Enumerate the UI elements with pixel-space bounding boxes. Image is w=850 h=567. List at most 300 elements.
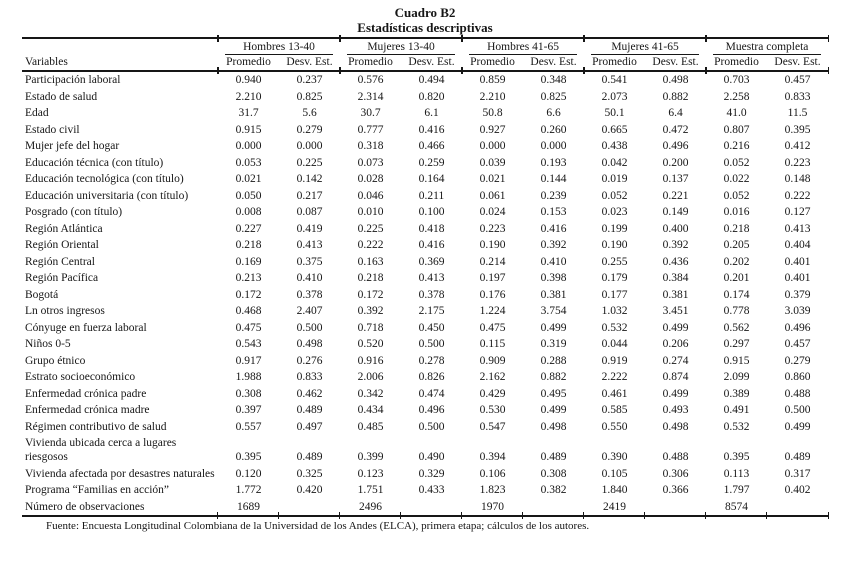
row-label: Edad [25, 107, 49, 119]
cell-value: 0.394 [479, 451, 506, 463]
cell-value: 0.120 [235, 467, 262, 480]
cell-value: 0.466 [418, 140, 445, 152]
cell-value: 0.392 [540, 239, 567, 251]
row-label: Región Oriental [25, 239, 99, 251]
cell-value: 0.278 [418, 354, 445, 367]
cell-value: 0.022 [723, 173, 750, 185]
cell-value: 0.021 [235, 173, 262, 185]
cell-value: 0.543 [235, 338, 262, 350]
cell-value: 0.489 [296, 404, 323, 416]
table-row [22, 287, 828, 304]
cell-value: 1.823 [479, 484, 506, 496]
cell-value: 0.389 [723, 387, 750, 400]
cell-value: 0.087 [296, 206, 323, 218]
row-label: Educación universitaria (con título) [25, 189, 189, 202]
table-row [22, 435, 828, 466]
column-header-desv-est: Desv. Est. [767, 55, 828, 71]
cell-value: 50.1 [604, 107, 625, 119]
cell-value: 0.497 [296, 420, 323, 433]
cell-value: 0.142 [296, 173, 323, 185]
cell-value: 0.163 [357, 255, 384, 268]
cell-value: 1.797 [723, 484, 750, 496]
column-header-row [22, 55, 828, 71]
cell-value: 0.375 [296, 255, 323, 268]
column-header-promedio: Promedio [462, 55, 523, 71]
cell-value: 0.381 [662, 288, 689, 301]
cell-value: 1.772 [235, 484, 262, 496]
cell-value: 0.384 [662, 272, 689, 284]
cell-value: 0.418 [418, 222, 445, 235]
cell-value: 0.205 [723, 239, 750, 251]
cell-value: 0.413 [784, 222, 811, 235]
cell-value: 0.172 [235, 288, 262, 301]
cell-value: 0.436 [662, 255, 689, 268]
table-row [22, 188, 828, 205]
cell-value: 1970 [462, 499, 523, 517]
cell-value: 0.665 [601, 123, 628, 136]
cell-value: 0.874 [662, 371, 689, 383]
cell-value: 3.754 [540, 305, 567, 317]
cell-value: 0.400 [662, 222, 689, 235]
title-block [0, 0, 850, 35]
cell-value: 31.7 [238, 107, 259, 119]
cell-value: 0.496 [784, 321, 811, 334]
cell-value: 0.255 [601, 255, 628, 268]
cell-value: 0.381 [540, 288, 567, 301]
cell-value: 2.222 [601, 371, 628, 383]
cell-value: 0.214 [479, 255, 506, 268]
cell-value: 1.840 [601, 484, 628, 496]
cell-value: 0.500 [418, 420, 445, 433]
group-header-mujeres-13-40: Mujeres 13-40 [340, 38, 462, 55]
cell-value: 0.547 [479, 420, 506, 433]
cell-value: 0.217 [296, 189, 323, 202]
table-row [22, 155, 828, 172]
cell-value: 0.202 [723, 255, 750, 268]
cell-value: 6.1 [424, 107, 439, 119]
cell-value: 0.237 [296, 74, 323, 86]
row-label: Número de observaciones [22, 499, 218, 517]
cell-value: 0.050 [235, 189, 262, 202]
cell-value: 0.489 [784, 451, 811, 463]
cell-value: 0.297 [723, 338, 750, 350]
row-label: Educación técnica (con título) [25, 156, 164, 169]
cell-value: 0.199 [601, 222, 628, 235]
row-label: Enfermedad crónica madre [25, 404, 150, 416]
cell-value: 0.113 [723, 467, 750, 480]
group-header-spacer [22, 38, 218, 55]
cell-value: 1.032 [601, 305, 628, 317]
cell-value: 0.499 [540, 321, 567, 334]
cell-value: 0.308 [235, 387, 262, 400]
cell-value: 6.6 [546, 107, 561, 119]
table-row [22, 89, 828, 106]
cell-value: 0.485 [357, 420, 384, 433]
cell-value: 0.318 [357, 140, 384, 152]
cell-value: 0.450 [418, 321, 445, 334]
cell-value: 0.213 [235, 272, 262, 284]
observations-row [22, 499, 828, 517]
cell-value: 0.308 [540, 467, 567, 480]
cell-value: 0.491 [723, 404, 750, 416]
table-row [22, 122, 828, 139]
cell-value: 0.000 [235, 140, 262, 152]
cell-value: 3.039 [784, 305, 811, 317]
cell-value: 0.222 [357, 239, 384, 251]
table-row [22, 369, 828, 386]
cell-value: 2.407 [296, 305, 323, 317]
cell-value: 0.137 [662, 173, 689, 185]
column-header-desv-est: Desv. Est. [523, 55, 584, 71]
cell-value: 0.000 [296, 140, 323, 152]
cell-value: 0.227 [235, 222, 262, 235]
table-row [22, 204, 828, 221]
cell-value: 0.169 [235, 255, 262, 268]
cell-value: 0.532 [723, 420, 750, 433]
row-label: Enfermedad crónica padre [25, 387, 147, 400]
column-header-desv-est: Desv. Est. [401, 55, 462, 71]
cell-value: 0.915 [235, 123, 262, 136]
table-row [22, 221, 828, 238]
cell-value: 0.489 [540, 451, 567, 463]
cell-value: 0.416 [418, 239, 445, 251]
cell-value: 0.402 [784, 484, 811, 496]
cell-value: 0.348 [540, 74, 567, 86]
cell-value: 8574 [706, 499, 767, 517]
cell-value: 0.474 [418, 387, 445, 400]
cell-value: 0.916 [357, 354, 384, 367]
cell-value: 0.223 [784, 156, 811, 169]
row-label: Ln otros ingresos [25, 305, 105, 317]
cell-value: 11.5 [787, 107, 808, 119]
cell-value: 0.401 [784, 272, 811, 284]
group-header-row [22, 38, 828, 55]
cell-value: 0.915 [723, 354, 750, 367]
cell-value: 0.940 [235, 74, 262, 86]
cell-value: 0.882 [662, 90, 689, 103]
row-label: Estrato socioeconómico [25, 371, 136, 383]
cell-value: 2.210 [479, 90, 506, 103]
cell-value: 0.498 [296, 338, 323, 350]
row-label: Región Atlántica [25, 222, 103, 235]
cell-value: 0.369 [418, 255, 445, 268]
cell-value: 0.260 [540, 123, 567, 136]
cell-value: 0.490 [418, 451, 445, 463]
row-label: Programa “Familias en acción” [25, 484, 170, 496]
row-label: Bogotá [25, 288, 59, 301]
cell-value: 0.225 [357, 222, 384, 235]
cell-value: 0.274 [662, 354, 689, 367]
cell-value: 0.500 [418, 338, 445, 350]
cell-value: 0.379 [784, 288, 811, 301]
cell-value: 0.392 [357, 305, 384, 317]
row-label: Estado civil [25, 123, 80, 136]
cell-value: 0.211 [418, 189, 445, 202]
cell-value: 30.7 [360, 107, 381, 119]
cell-value: 0.457 [784, 74, 811, 86]
cell-value: 0.395 [723, 451, 750, 463]
cell-value: 1.751 [357, 484, 384, 496]
cell-value: 2.162 [479, 371, 506, 383]
group-header-hombres-13-40: Hombres 13-40 [218, 38, 340, 55]
document-subtitle: Estadísticas descriptivas [357, 20, 493, 35]
table-row [22, 171, 828, 188]
cell-value: 0.500 [296, 321, 323, 334]
cell-value: 0.496 [662, 140, 689, 152]
cell-value: 0.410 [296, 272, 323, 284]
cell-value: 0.500 [784, 404, 811, 416]
cell-value: 0.201 [723, 272, 750, 284]
cell-empty [523, 499, 584, 517]
cell-value: 0.127 [784, 206, 811, 218]
column-header-promedio: Promedio [706, 55, 767, 71]
cell-value: 0.392 [662, 239, 689, 251]
cell-value: 0.917 [235, 354, 262, 367]
table-row [22, 466, 828, 483]
cell-value: 0.190 [479, 239, 506, 251]
cell-value: 2419 [584, 499, 645, 517]
cell-value: 0.488 [662, 451, 689, 463]
column-header-promedio: Promedio [340, 55, 401, 71]
cell-value: 0.306 [662, 467, 689, 480]
cell-value: 0.493 [662, 404, 689, 416]
cell-value: 0.404 [784, 239, 811, 251]
column-header-promedio: Promedio [218, 55, 279, 71]
table-row [22, 105, 828, 122]
cell-value: 0.197 [479, 272, 506, 284]
cell-value: 0.462 [296, 387, 323, 400]
cell-value: 0.000 [479, 140, 506, 152]
cell-value: 0.206 [662, 338, 689, 350]
cell-value: 0.882 [540, 371, 567, 383]
cell-value: 0.378 [296, 288, 323, 301]
cell-value: 0.279 [296, 123, 323, 136]
cell-value: 0.276 [296, 354, 323, 367]
cell-value: 0.412 [784, 140, 811, 152]
cell-value: 0.807 [723, 123, 750, 136]
cell-value: 0.530 [479, 404, 506, 416]
row-label: Niños 0-5 [25, 338, 71, 350]
cell-value: 0.919 [601, 354, 628, 367]
table-header [22, 38, 828, 71]
cell-value: 0.778 [723, 305, 750, 317]
row-label: Grupo étnico [25, 354, 86, 367]
cell-value: 0.100 [418, 206, 445, 218]
cell-value: 0.859 [479, 74, 506, 86]
cell-value: 1.988 [235, 371, 262, 383]
cell-value: 2.099 [723, 371, 750, 383]
cell-value: 0.495 [540, 387, 567, 400]
cell-value: 0.397 [235, 404, 262, 416]
column-header-variables: Variables [22, 55, 218, 71]
cell-value: 0.024 [479, 206, 506, 218]
cell-value: 6.4 [668, 107, 683, 119]
cell-value: 0.416 [418, 123, 445, 136]
cell-value: 2.210 [235, 90, 262, 103]
cell-value: 0.073 [357, 156, 384, 169]
table-row [22, 353, 828, 370]
cell-value: 0.288 [540, 354, 567, 367]
table-row [22, 482, 828, 499]
cell-value: 0.149 [662, 206, 689, 218]
cell-value: 0.550 [601, 420, 628, 433]
table-row [22, 254, 828, 271]
row-label: Participación laboral [25, 74, 121, 86]
row-label: Estado de salud [25, 90, 98, 103]
cell-value: 0.395 [235, 451, 262, 463]
document-title: Cuadro B2 [394, 5, 456, 20]
row-label: Posgrado (con título) [25, 206, 123, 218]
cell-value: 0.023 [601, 206, 628, 218]
cell-value: 0.174 [723, 288, 750, 301]
cell-value: 0.115 [479, 338, 506, 350]
cell-value: 2.073 [601, 90, 628, 103]
group-header-muestra-completa: Muestra completa [706, 38, 828, 55]
table-row [22, 419, 828, 436]
cell-value: 0.457 [784, 338, 811, 350]
table-row [22, 303, 828, 320]
cell-value: 1689 [218, 499, 279, 517]
cell-value: 0.489 [296, 451, 323, 463]
table-row [22, 320, 828, 337]
cell-value: 0.177 [601, 288, 628, 301]
cell-value: 0.860 [784, 371, 811, 383]
cell-value: 0.825 [296, 90, 323, 103]
cell-value: 0.225 [296, 156, 323, 169]
cell-value: 0.498 [540, 420, 567, 433]
cell-value: 50.8 [482, 107, 503, 119]
cell-value: 0.498 [662, 420, 689, 433]
cell-value: 0.218 [723, 222, 750, 235]
cell-value: 0.317 [784, 467, 811, 480]
row-label: Vivienda ubicada cerca a lugares riesgosos [25, 437, 177, 463]
table-row [22, 386, 828, 403]
cell-value: 0.016 [723, 206, 750, 218]
cell-value: 0.825 [540, 90, 567, 103]
cell-value: 2.314 [357, 90, 384, 103]
cell-value: 0.520 [357, 338, 384, 350]
cell-value: 0.329 [418, 467, 445, 480]
cell-value: 0.826 [418, 371, 445, 383]
cell-value: 0.366 [662, 484, 689, 496]
cell-value: 0.541 [601, 74, 628, 86]
source-note: Fuente: Encuesta Longitudinal Colombiana de la Universidad de los Andes (ELCA), primera etapa; cálculos de los autores. [46, 520, 590, 532]
cell-value: 0.052 [723, 156, 750, 169]
cell-value: 0.499 [784, 420, 811, 433]
cell-value: 0.200 [662, 156, 689, 169]
cell-value: 41.0 [726, 107, 747, 119]
cell-value: 0.585 [601, 404, 628, 416]
column-header-desv-est: Desv. Est. [645, 55, 706, 71]
descriptive-stats-table [22, 37, 828, 517]
cell-value: 0.496 [418, 404, 445, 416]
cell-value: 0.148 [784, 173, 811, 185]
cell-value: 0.833 [784, 90, 811, 103]
cell-value: 0.053 [235, 156, 262, 169]
cell-value: 0.438 [601, 140, 628, 152]
cell-value: 0.052 [723, 189, 750, 202]
cell-value: 0.193 [540, 156, 567, 169]
cell-value: 0.010 [357, 206, 384, 218]
cell-value: 0.221 [662, 189, 689, 202]
table-row [22, 336, 828, 353]
cell-value: 0.488 [784, 387, 811, 400]
cell-empty [401, 499, 462, 517]
group-header-mujeres-41-65: Mujeres 41-65 [584, 38, 706, 55]
row-label: Región Central [25, 255, 95, 268]
cell-value: 0.472 [662, 123, 689, 136]
cell-value: 0.562 [723, 321, 750, 334]
cell-value: 0.833 [296, 371, 323, 383]
cell-value: 0.106 [479, 467, 506, 480]
cell-value: 0.494 [418, 74, 445, 86]
cell-value: 5.6 [302, 107, 317, 119]
cell-value: 0.498 [662, 74, 689, 86]
cell-value: 0.378 [418, 288, 445, 301]
cell-value: 2496 [340, 499, 401, 517]
cell-value: 0.123 [357, 467, 384, 480]
cell-value: 0.218 [357, 272, 384, 284]
cell-value: 0.820 [418, 90, 445, 103]
table-body [22, 71, 828, 516]
cell-value: 0.019 [601, 173, 628, 185]
cell-value: 0.499 [662, 321, 689, 334]
group-header-hombres-41-65: Hombres 41-65 [462, 38, 584, 55]
cell-value: 0.172 [357, 288, 384, 301]
cell-value: 0.410 [540, 255, 567, 268]
cell-value: 0.028 [357, 173, 384, 185]
cell-value: 0.401 [784, 255, 811, 268]
row-label: Región Pacífica [25, 272, 99, 284]
table-row [22, 237, 828, 254]
cell-empty [645, 499, 706, 517]
cell-value: 0.044 [601, 338, 628, 350]
cell-value: 0.718 [357, 321, 384, 334]
cell-value: 0.000 [540, 140, 567, 152]
cell-value: 0.259 [418, 156, 445, 169]
cell-value: 0.532 [601, 321, 628, 334]
cell-value: 0.222 [784, 189, 811, 202]
cell-value: 0.557 [235, 420, 262, 433]
cell-value: 0.390 [601, 451, 628, 463]
cell-value: 0.105 [601, 467, 628, 480]
cell-value: 1.224 [479, 305, 506, 317]
cell-value: 2.175 [418, 305, 445, 317]
cell-value: 0.398 [540, 272, 567, 284]
cell-value: 0.499 [662, 387, 689, 400]
cell-value: 0.008 [235, 206, 262, 218]
cell-value: 0.325 [296, 467, 323, 480]
cell-value: 0.052 [601, 189, 628, 202]
cell-value: 0.039 [479, 156, 506, 169]
cell-value: 0.576 [357, 74, 384, 86]
cell-value: 0.433 [418, 484, 445, 496]
cell-value: 2.258 [723, 90, 750, 103]
cell-value: 0.144 [540, 173, 567, 185]
cell-value: 0.046 [357, 189, 384, 202]
table-row [22, 402, 828, 419]
cell-value: 0.239 [540, 189, 567, 202]
row-label: Mujer jefe del hogar [25, 140, 120, 152]
cell-value: 0.342 [357, 387, 384, 400]
cell-value: 0.061 [479, 189, 506, 202]
cell-empty [767, 499, 828, 517]
cell-value: 0.475 [479, 321, 506, 334]
cell-value: 0.042 [601, 156, 628, 169]
cell-value: 0.475 [235, 321, 262, 334]
cell-value: 0.279 [784, 354, 811, 367]
cell-value: 0.399 [357, 451, 384, 463]
